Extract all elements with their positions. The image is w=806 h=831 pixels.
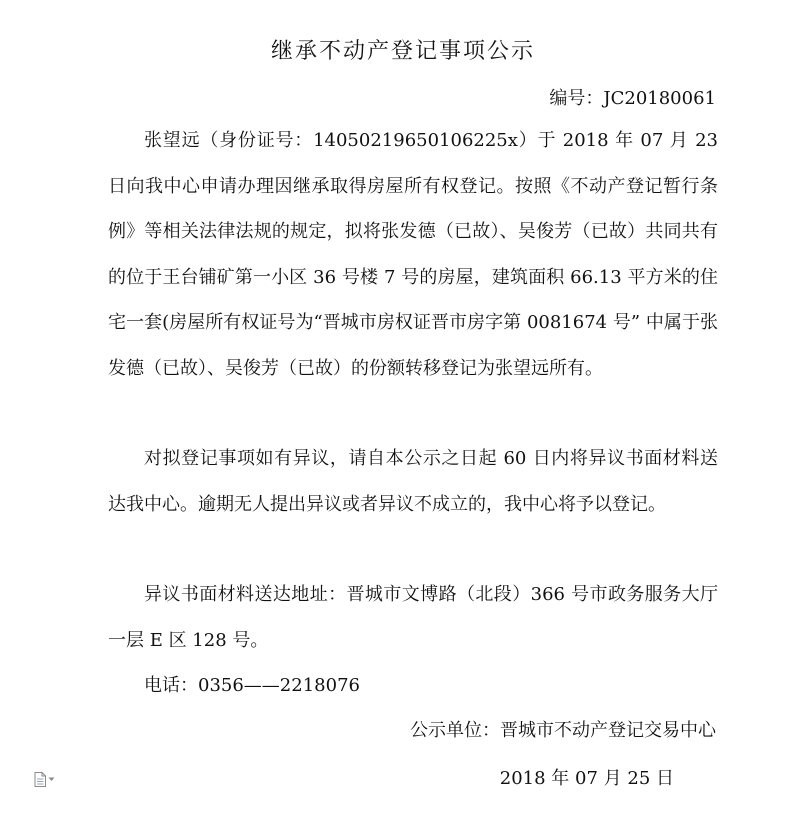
document-icon [34, 772, 46, 787]
page-title: 继承不动产登记事项公示 [270, 39, 535, 64]
caret-down-icon [48, 777, 55, 782]
document-number: 编号：JC20180061 [549, 88, 716, 109]
issue-date: 2018 年 07 月 25 日 [499, 768, 674, 789]
paragraph-phone: 电话：0356——2218076 [144, 675, 360, 696]
paste-options-control[interactable] [34, 772, 55, 787]
paragraph-application: 张望远（身份证号：14050219650106225x）于 2018 年 07 月 23 日向我中心申请办理因继承取得房屋所有权登记。按照《不动产登记暂行条例》等相关法律法规的规定，拟将张发德（已故）、吴俊芳（已故）共同共有的位于王台铺矿第一小区 36 号楼 7 号的房屋，建筑面积 66.13 平方米的住宅一套(房屋所有权证号为“晋城市房权证晋市房字第 0081674 号” 中属于张发德（已故）、吴俊芳（已故）的份额转移登记为张望远所有。 [108, 130, 718, 379]
paragraph-address: 异议书面材料送达地址：晋城市文博路（北段）366 号市政务服务大厅一层 E 区 128 号。 [108, 584, 718, 651]
issuer-line: 公示单位：晋城市不动产登记交易中心 [410, 720, 716, 741]
paragraph-objection: 对拟登记事项如有异议，请自本公示之日起 60 日内将异议书面材料送达我中心。逾期无人提出异议或者异议不成立的，我中心将予以登记。 [108, 448, 718, 515]
